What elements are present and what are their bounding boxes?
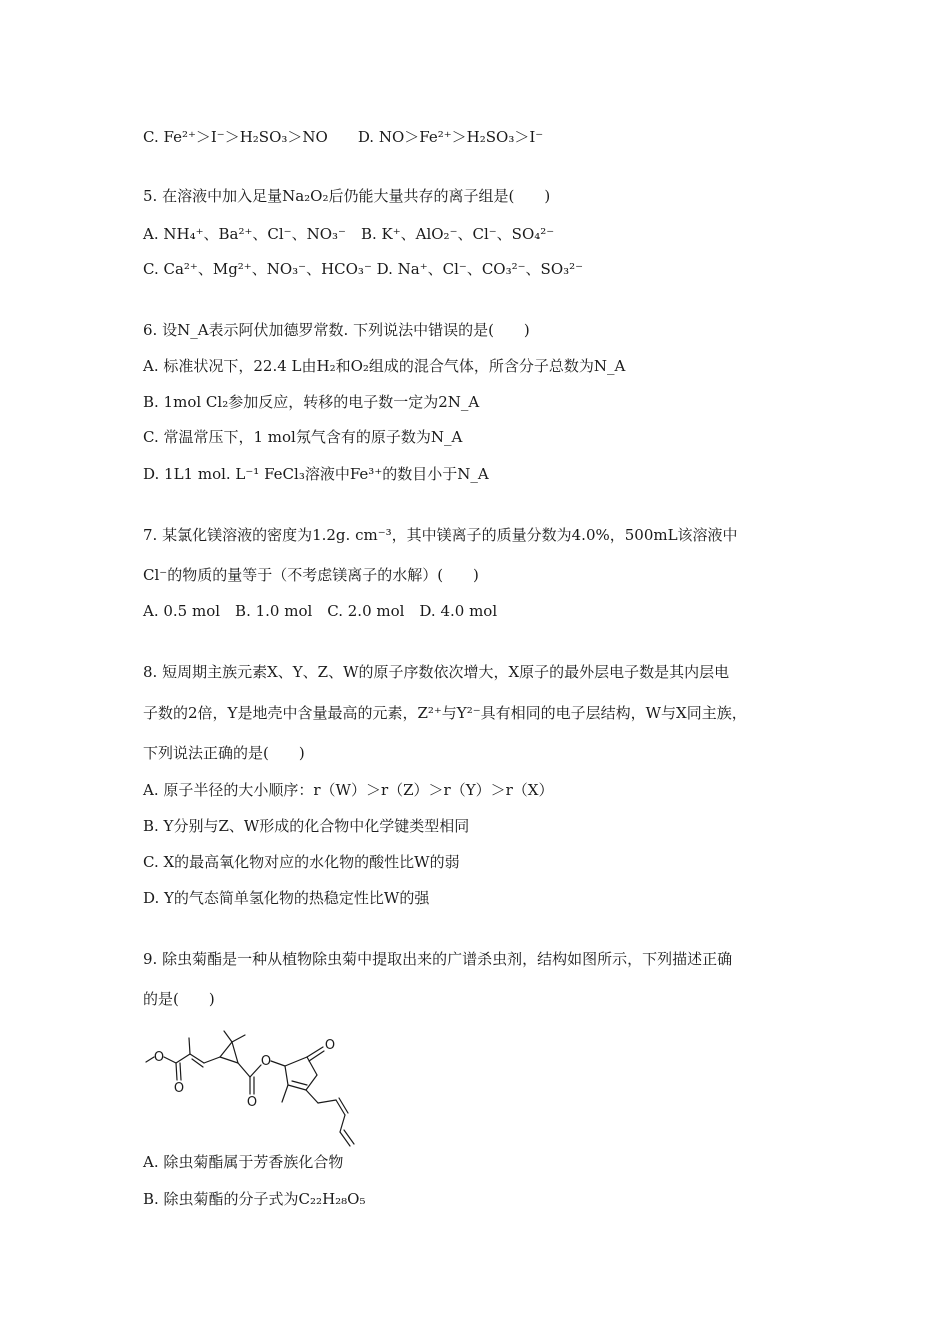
bond xyxy=(340,1132,350,1146)
bond xyxy=(318,1100,336,1103)
q9-stem-line1: 9. 除虫菊酯是一种从植物除虫菊中提取出来的广谱杀虫剂，结构如图所示，下列描述正确 xyxy=(143,950,733,968)
bond xyxy=(204,1057,220,1063)
bond xyxy=(339,1098,348,1113)
bond xyxy=(232,1035,245,1042)
q8-option-c: C. X的最高氧化物对应的水化物的酸性比W的弱 xyxy=(143,853,460,871)
atom-label-o: O xyxy=(173,1081,185,1096)
q9-option-b: B. 除虫菊酯的分子式为C₂₂H₂₈O₅ xyxy=(143,1190,366,1208)
atom-label-o: O xyxy=(324,1038,336,1053)
q7-stem-line2: Cl⁻的物质的量等于（不考虑镁离子的水解）( ) xyxy=(143,566,479,584)
atom-label-o: O xyxy=(246,1095,258,1110)
bond xyxy=(146,1057,154,1062)
q8-option-d: D. Y的气态简单氢化物的热稳定性比W的强 xyxy=(143,889,430,907)
bond xyxy=(282,1085,288,1102)
q5-option-cd: C. Ca²⁺、Mg²⁺、NO₃⁻、HCO₃⁻ D. Na⁺、Cl⁻、CO₃²⁻、SO₃²⁻ xyxy=(143,260,584,278)
bond xyxy=(336,1100,345,1115)
bond xyxy=(307,1047,323,1057)
bond xyxy=(285,1057,307,1066)
pyrethrin-structure-figure xyxy=(140,1030,380,1150)
bond xyxy=(192,1059,203,1067)
bond xyxy=(306,1090,318,1103)
bond xyxy=(176,1063,177,1080)
q7-options: A. 0.5 mol B. 1.0 mol C. 2.0 mol D. 4.0 mol xyxy=(143,602,498,620)
bond xyxy=(220,1057,238,1063)
bond xyxy=(250,1065,261,1077)
bond xyxy=(288,1085,306,1090)
bond xyxy=(344,1130,354,1144)
q8-stem-line1: 8. 短周期主族元素X、Y、Z、W的原子序数依次增大，X原子的最外层电子数是其内层电 xyxy=(143,663,730,681)
q7-stem-line1: 7. 某氯化镁溶液的密度为1.2g. cm⁻³，其中镁离子的质量分数为4.0%，500mL该溶液中 xyxy=(143,526,738,544)
q6-stem: 6. 设N_A表示阿伏加德罗常数. 下列说法中错误的是( ) xyxy=(143,321,530,339)
bond xyxy=(292,1081,307,1085)
q6-option-a: A. 标准状况下，22.4 L由H₂和O₂组成的混合气体，所含分子总数为N_A xyxy=(143,357,626,375)
q9-stem-line2: 的是( ) xyxy=(143,990,215,1008)
bond xyxy=(271,1061,285,1066)
q6-option-c: C. 常温常压下，1 mol氖气含有的原子数为N_A xyxy=(143,428,463,446)
bond xyxy=(306,1075,317,1090)
bond xyxy=(224,1031,232,1042)
bond xyxy=(176,1054,190,1063)
q8-option-a: A. 原子半径的大小顺序：r（W）＞r（Z）＞r（Y）＞r（X） xyxy=(143,781,554,799)
q5-stem: 5. 在溶液中加入足量Na₂O₂后仍能大量共存的离子组是( ) xyxy=(143,187,551,205)
bond xyxy=(309,1051,324,1061)
bond xyxy=(220,1042,232,1057)
bond xyxy=(180,1063,181,1080)
q8-stem-line2: 子数的2倍，Y是地壳中含量最高的元素，Z²⁺与Y²⁻具有相同的电子层结构，W与X同主族， xyxy=(143,704,747,722)
bond xyxy=(232,1042,238,1063)
q5-option-ab: A. NH₄⁺、Ba²⁺、Cl⁻、NO₃⁻ B. K⁺、AlO₂⁻、Cl⁻、SO₄²⁻ xyxy=(143,225,555,243)
bond xyxy=(340,1115,345,1132)
atom-label-o: O xyxy=(260,1054,272,1069)
bond xyxy=(164,1057,176,1063)
q6-option-b: B. 1mol Cl₂参加反应，转移的电子数一定为2N_A xyxy=(143,393,480,411)
q8-option-b: B. Y分别与Z、W形成的化合物中化学键类型相同 xyxy=(143,817,470,835)
q9-option-a: A. 除虫菊酯属于芳香族化合物 xyxy=(143,1153,344,1171)
bond xyxy=(238,1063,250,1077)
bond xyxy=(189,1038,190,1054)
bond xyxy=(285,1066,288,1085)
atom-label-o: O xyxy=(153,1050,165,1065)
q8-stem-line3: 下列说法正确的是( ) xyxy=(143,744,305,762)
q4-option-cd: C. Fe²⁺＞I⁻＞H₂SO₃＞NO D. NO＞Fe²⁺＞H₂SO₃＞I⁻ xyxy=(143,128,544,146)
q6-option-d: D. 1L1 mol. L⁻¹ FeCl₃溶液中Fe³⁺的数目小于N_A xyxy=(143,465,489,483)
